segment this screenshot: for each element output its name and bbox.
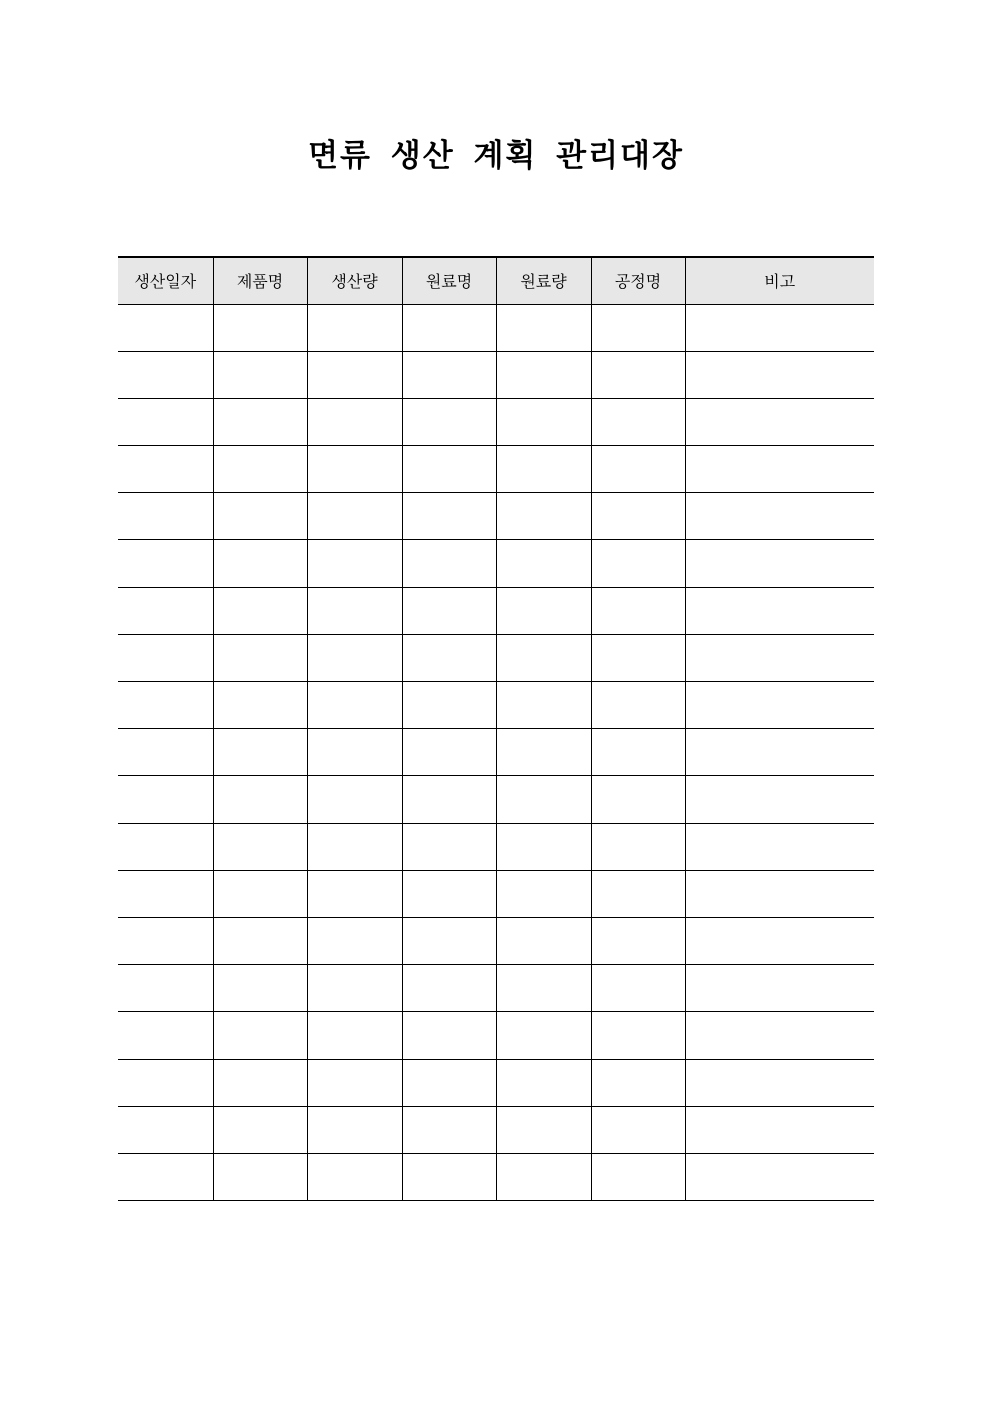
cell-product-name[interactable] bbox=[213, 587, 307, 634]
cell-production-date[interactable] bbox=[118, 493, 213, 540]
cell-material-quantity[interactable] bbox=[496, 351, 591, 398]
production-plan-table bbox=[118, 256, 874, 1201]
cell-material-quantity[interactable] bbox=[496, 870, 591, 917]
cell-material-name[interactable] bbox=[402, 587, 496, 634]
cell-material-name[interactable] bbox=[402, 1106, 496, 1153]
cell-product-name[interactable] bbox=[213, 1153, 307, 1200]
table-row bbox=[118, 493, 874, 540]
cell-process-name[interactable] bbox=[591, 1153, 685, 1200]
cell-process-name[interactable] bbox=[591, 870, 685, 917]
cell-material-quantity[interactable] bbox=[496, 1059, 591, 1106]
cell-material-quantity[interactable] bbox=[496, 634, 591, 681]
cell-process-name[interactable] bbox=[591, 304, 685, 351]
cell-material-name[interactable] bbox=[402, 1012, 496, 1059]
table-row bbox=[118, 729, 874, 776]
cell-production-date[interactable] bbox=[118, 682, 213, 729]
cell-production-date[interactable] bbox=[118, 776, 213, 823]
cell-material-quantity[interactable] bbox=[496, 398, 591, 445]
cell-production-date[interactable] bbox=[118, 917, 213, 964]
table-row bbox=[118, 1106, 874, 1153]
cell-remarks[interactable] bbox=[685, 870, 874, 917]
cell-material-name[interactable] bbox=[402, 540, 496, 587]
table-row bbox=[118, 1012, 874, 1059]
cell-production-date[interactable] bbox=[118, 304, 213, 351]
cell-production-quantity[interactable] bbox=[307, 493, 402, 540]
cell-remarks[interactable] bbox=[685, 493, 874, 540]
cell-remarks[interactable] bbox=[685, 1012, 874, 1059]
cell-production-date[interactable] bbox=[118, 729, 213, 776]
cell-process-name[interactable] bbox=[591, 398, 685, 445]
cell-product-name[interactable] bbox=[213, 870, 307, 917]
cell-material-name[interactable] bbox=[402, 1059, 496, 1106]
cell-remarks[interactable] bbox=[685, 776, 874, 823]
cell-material-name[interactable] bbox=[402, 304, 496, 351]
cell-process-name[interactable] bbox=[591, 1012, 685, 1059]
cell-material-name[interactable] bbox=[402, 917, 496, 964]
cell-material-name[interactable] bbox=[402, 351, 496, 398]
cell-process-name[interactable] bbox=[591, 493, 685, 540]
cell-product-name[interactable] bbox=[213, 1012, 307, 1059]
page-title: 면류 생산 계획 관리대장 bbox=[308, 138, 684, 174]
cell-production-date[interactable] bbox=[118, 1106, 213, 1153]
column-header-material-quantity: 원료량 bbox=[496, 257, 591, 304]
cell-product-name[interactable] bbox=[213, 540, 307, 587]
cell-production-quantity[interactable] bbox=[307, 587, 402, 634]
cell-process-name[interactable] bbox=[591, 1106, 685, 1153]
cell-material-quantity[interactable] bbox=[496, 965, 591, 1012]
cell-product-name[interactable] bbox=[213, 398, 307, 445]
cell-process-name[interactable] bbox=[591, 351, 685, 398]
cell-product-name[interactable] bbox=[213, 729, 307, 776]
cell-material-quantity[interactable] bbox=[496, 446, 591, 493]
cell-production-quantity[interactable] bbox=[307, 870, 402, 917]
cell-product-name[interactable] bbox=[213, 634, 307, 681]
cell-remarks[interactable] bbox=[685, 634, 874, 681]
cell-material-name[interactable] bbox=[402, 870, 496, 917]
table-row bbox=[118, 965, 874, 1012]
cell-process-name[interactable] bbox=[591, 823, 685, 870]
cell-remarks[interactable] bbox=[685, 1153, 874, 1200]
cell-material-quantity[interactable] bbox=[496, 587, 591, 634]
cell-remarks[interactable] bbox=[685, 304, 874, 351]
cell-material-quantity[interactable] bbox=[496, 304, 591, 351]
table-row bbox=[118, 917, 874, 964]
cell-production-quantity[interactable] bbox=[307, 1012, 402, 1059]
cell-material-quantity[interactable] bbox=[496, 540, 591, 587]
cell-material-quantity[interactable] bbox=[496, 823, 591, 870]
cell-production-quantity[interactable] bbox=[307, 398, 402, 445]
cell-production-date[interactable] bbox=[118, 965, 213, 1012]
cell-process-name[interactable] bbox=[591, 965, 685, 1012]
table-row bbox=[118, 446, 874, 493]
cell-material-quantity[interactable] bbox=[496, 776, 591, 823]
cell-product-name[interactable] bbox=[213, 917, 307, 964]
cell-product-name[interactable] bbox=[213, 965, 307, 1012]
table-row bbox=[118, 870, 874, 917]
cell-production-quantity[interactable] bbox=[307, 351, 402, 398]
cell-production-date[interactable] bbox=[118, 870, 213, 917]
cell-process-name[interactable] bbox=[591, 682, 685, 729]
cell-process-name[interactable] bbox=[591, 540, 685, 587]
table-row bbox=[118, 634, 874, 681]
cell-production-quantity[interactable] bbox=[307, 965, 402, 1012]
cell-material-quantity[interactable] bbox=[496, 1012, 591, 1059]
column-header-material-name: 원료명 bbox=[402, 257, 496, 304]
column-header-product-name: 제품명 bbox=[213, 257, 307, 304]
table-row bbox=[118, 682, 874, 729]
cell-production-quantity[interactable] bbox=[307, 729, 402, 776]
cell-remarks[interactable] bbox=[685, 351, 874, 398]
cell-remarks[interactable] bbox=[685, 729, 874, 776]
table-row bbox=[118, 351, 874, 398]
cell-production-date[interactable] bbox=[118, 1012, 213, 1059]
cell-production-quantity[interactable] bbox=[307, 446, 402, 493]
table-row bbox=[118, 304, 874, 351]
cell-production-date[interactable] bbox=[118, 398, 213, 445]
cell-product-name[interactable] bbox=[213, 823, 307, 870]
cell-material-quantity[interactable] bbox=[496, 917, 591, 964]
cell-production-quantity[interactable] bbox=[307, 634, 402, 681]
cell-material-quantity[interactable] bbox=[496, 682, 591, 729]
column-header-remarks: 비고 bbox=[685, 257, 874, 304]
table-body bbox=[118, 304, 874, 1201]
cell-material-name[interactable] bbox=[402, 398, 496, 445]
cell-material-name[interactable] bbox=[402, 634, 496, 681]
cell-product-name[interactable] bbox=[213, 304, 307, 351]
cell-remarks[interactable] bbox=[685, 965, 874, 1012]
cell-product-name[interactable] bbox=[213, 351, 307, 398]
cell-process-name[interactable] bbox=[591, 634, 685, 681]
cell-production-quantity[interactable] bbox=[307, 1153, 402, 1200]
cell-production-quantity[interactable] bbox=[307, 917, 402, 964]
cell-material-name[interactable] bbox=[402, 1153, 496, 1200]
cell-material-quantity[interactable] bbox=[496, 1153, 591, 1200]
cell-production-quantity[interactable] bbox=[307, 304, 402, 351]
cell-material-quantity[interactable] bbox=[496, 1106, 591, 1153]
cell-product-name[interactable] bbox=[213, 1106, 307, 1153]
cell-process-name[interactable] bbox=[591, 446, 685, 493]
cell-process-name[interactable] bbox=[591, 776, 685, 823]
cell-product-name[interactable] bbox=[213, 493, 307, 540]
table-row bbox=[118, 540, 874, 587]
cell-production-quantity[interactable] bbox=[307, 540, 402, 587]
table-row bbox=[118, 823, 874, 870]
cell-material-name[interactable] bbox=[402, 776, 496, 823]
cell-product-name[interactable] bbox=[213, 1059, 307, 1106]
cell-remarks[interactable] bbox=[685, 398, 874, 445]
table-row bbox=[118, 398, 874, 445]
cell-remarks[interactable] bbox=[685, 917, 874, 964]
cell-remarks[interactable] bbox=[685, 1059, 874, 1106]
cell-production-quantity[interactable] bbox=[307, 1106, 402, 1153]
column-header-production-date: 생산일자 bbox=[118, 257, 213, 304]
cell-product-name[interactable] bbox=[213, 682, 307, 729]
cell-production-date[interactable] bbox=[118, 634, 213, 681]
cell-remarks[interactable] bbox=[685, 823, 874, 870]
cell-process-name[interactable] bbox=[591, 917, 685, 964]
cell-material-name[interactable] bbox=[402, 965, 496, 1012]
table-row bbox=[118, 1153, 874, 1200]
cell-production-quantity[interactable] bbox=[307, 776, 402, 823]
column-header-process-name: 공정명 bbox=[591, 257, 685, 304]
cell-production-date[interactable] bbox=[118, 446, 213, 493]
cell-product-name[interactable] bbox=[213, 776, 307, 823]
cell-production-date[interactable] bbox=[118, 540, 213, 587]
cell-production-date[interactable] bbox=[118, 587, 213, 634]
cell-material-quantity[interactable] bbox=[496, 729, 591, 776]
cell-material-name[interactable] bbox=[402, 729, 496, 776]
cell-material-name[interactable] bbox=[402, 682, 496, 729]
table-row bbox=[118, 587, 874, 634]
cell-process-name[interactable] bbox=[591, 587, 685, 634]
table-row bbox=[118, 776, 874, 823]
cell-material-quantity[interactable] bbox=[496, 493, 591, 540]
cell-remarks[interactable] bbox=[685, 540, 874, 587]
cell-remarks[interactable] bbox=[685, 587, 874, 634]
cell-product-name[interactable] bbox=[213, 446, 307, 493]
cell-remarks[interactable] bbox=[685, 682, 874, 729]
cell-production-date[interactable] bbox=[118, 1153, 213, 1200]
cell-remarks[interactable] bbox=[685, 446, 874, 493]
cell-production-date[interactable] bbox=[118, 351, 213, 398]
cell-process-name[interactable] bbox=[591, 729, 685, 776]
cell-process-name[interactable] bbox=[591, 1059, 685, 1106]
table-header-row bbox=[118, 257, 874, 304]
cell-material-name[interactable] bbox=[402, 493, 496, 540]
cell-production-quantity[interactable] bbox=[307, 1059, 402, 1106]
cell-material-name[interactable] bbox=[402, 446, 496, 493]
cell-material-name[interactable] bbox=[402, 823, 496, 870]
cell-remarks[interactable] bbox=[685, 1106, 874, 1153]
column-header-production-quantity: 생산량 bbox=[307, 257, 402, 304]
table-row bbox=[118, 1059, 874, 1106]
cell-production-quantity[interactable] bbox=[307, 682, 402, 729]
cell-production-date[interactable] bbox=[118, 1059, 213, 1106]
cell-production-date[interactable] bbox=[118, 823, 213, 870]
cell-production-quantity[interactable] bbox=[307, 823, 402, 870]
